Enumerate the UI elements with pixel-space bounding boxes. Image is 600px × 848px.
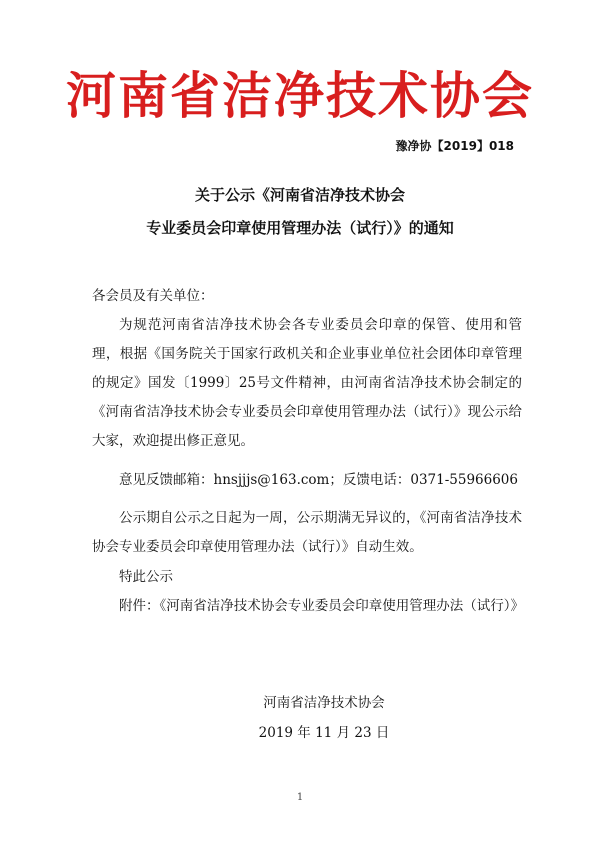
salutation: 各会员及有关单位： [92, 288, 214, 304]
paragraph-purpose: 为规范河南省洁净技术协会各专业委员会印章的保管、使用和管理，根据《国务院关于国家行政机关和企业事业单位社会团体印章管理的规定》国发〔1999〕25号文件精神，由河南省洁净技术协会制定的《河南省洁净技术协会专业委员会印章使用管理办法（试行）》现公示给大家，欢迎提出修正意见。 [92, 317, 522, 449]
paragraph-closing: 特此公示 [119, 569, 173, 585]
notice-title-line-2: 专业委员会印章使用管理办法（试行）》的通知 [146, 219, 454, 237]
document-number: 豫净协【2019】018 [395, 139, 514, 153]
paragraph-feedback-contact: 意见反馈邮箱：hnsjjjs@163.com；反馈电话：0371-55966606 [119, 472, 518, 488]
paragraph-publicity-period: 公示期自公示之日起为一周，公示期满无异议的，《河南省洁净技术协会专业委员会印章使用管理办法（试行）》自动生效。 [92, 510, 522, 555]
page-number: 1 [296, 792, 304, 803]
signature-organization: 河南省洁净技术协会 [263, 695, 385, 711]
notice-title-line-1: 关于公示《河南省洁净技术协会 [194, 186, 405, 204]
signature-date: 2019 年 11 月 23 日 [258, 725, 390, 741]
organization-header: 河南省洁净技术协会 [66, 66, 534, 125]
paragraph-attachment: 附件：《河南省洁净技术协会专业委员会印章使用管理办法（试行）》 [119, 598, 524, 614]
